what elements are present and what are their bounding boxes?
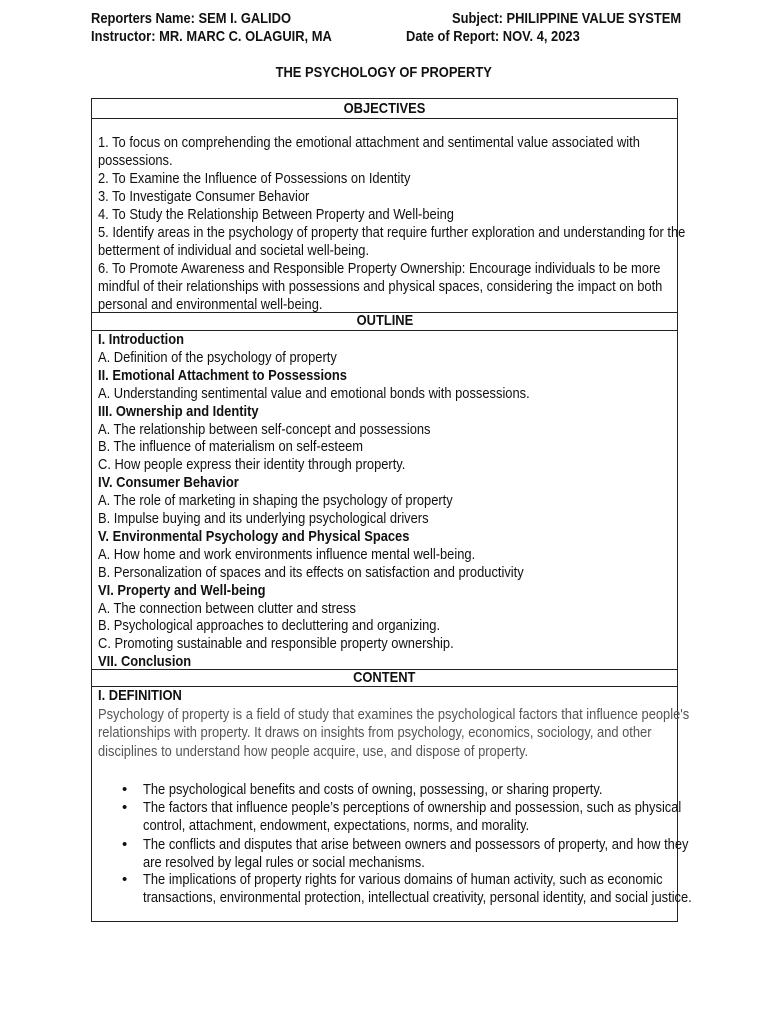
bullet-icon: •	[122, 871, 128, 888]
bullet-icon: •	[122, 799, 128, 816]
objective-line: 1. To focus on comprehending the emotional attachment and sentimental value associated with	[98, 134, 640, 151]
outline-subitem: B. The influence of materialism on self-esteem	[98, 438, 364, 456]
outline-subitem: C. How people express their identity through property.	[98, 456, 406, 474]
outline-heading-item: I. Introduction	[98, 331, 184, 348]
reporter-value: SEM I. GALIDO	[198, 10, 292, 27]
instructor-label: Instructor:	[91, 28, 156, 45]
outline-subitem: B. Personalization of spaces and its effects on satisfaction and productivity	[98, 563, 524, 581]
definition-paragraph-line: Psychology of property is a field of study that examines the psychological factors that influence people's	[98, 706, 690, 723]
reporter-label: Reporters Name:	[91, 10, 195, 27]
outline-heading-item: IV. Consumer Behavior	[98, 474, 239, 492]
outline-heading-item: III. Ownership and Identity	[98, 402, 259, 420]
outline-subitem: A. Definition of the psychology of property	[98, 348, 337, 366]
bullet-item-line: transactions, environmental protection, intellectual creativity, personal identity, and social justice.	[143, 889, 692, 906]
instructor-value: MR. MARC C. OLAGUIR, MA	[159, 28, 332, 45]
bullet-item-line: control, attachment, endowment, expectations, norms, and morality.	[143, 817, 530, 834]
document-title: THE PSYCHOLOGY OF PROPERTY	[275, 64, 493, 81]
objective-line: mindful of their relationships with possessions and physical spaces, considering the impact on both	[98, 278, 663, 295]
content-heading: CONTENT	[92, 669, 677, 687]
objective-line: 5. Identify areas in the psychology of property that require further exploration and understanding for the	[98, 224, 686, 241]
objective-line: possessions.	[98, 152, 173, 169]
bullet-item-line: The conflicts and disputes that arise between owners and possessors of property, and how they	[143, 836, 689, 853]
subject-value: PHILIPPINE VALUE SYSTEM	[506, 10, 682, 27]
outline-heading-item: II. Emotional Attachment to Possessions	[98, 366, 347, 384]
outline-subitem: C. Promoting sustainable and responsible property ownership.	[98, 635, 454, 653]
report-date	[406, 28, 580, 45]
objective-line: 2. To Examine the Influence of Possessions on Identity	[98, 170, 411, 187]
date-value: NOV. 4, 2023	[502, 28, 580, 45]
outline-subitem: A. Understanding sentimental value and emotional bonds with possessions.	[98, 384, 530, 402]
objective-line: personal and environmental well-being.	[98, 296, 323, 313]
outline-subitem: A. The connection between clutter and stress	[98, 599, 356, 617]
date-label: Date of Report:	[406, 28, 500, 45]
bullet-icon: •	[122, 836, 128, 853]
outline-subitem: A. The role of marketing in shaping the psychology of property	[98, 492, 453, 510]
subject	[452, 10, 681, 27]
outline-subitem: A. The relationship between self-concept and possessions	[98, 420, 431, 438]
outline-heading-item: V. Environmental Psychology and Physical Spaces	[98, 527, 410, 545]
content-section-title: I. DEFINITION	[98, 687, 182, 704]
subject-label: Subject:	[452, 10, 503, 27]
reporter-name	[91, 10, 291, 27]
objectives-heading: OBJECTIVES	[92, 99, 677, 119]
objective-line: 4. To Study the Relationship Between Property and Well-being	[98, 206, 454, 223]
objective-line: betterment of individual and societal well-being.	[98, 242, 370, 259]
outline-subitem: A. How home and work environments influence mental well-being.	[98, 545, 476, 563]
objective-line: 3. To Investigate Consumer Behavior	[98, 188, 310, 205]
bullet-item-line: The implications of property rights for various domains of human activity, such as economic	[143, 871, 663, 888]
outline-heading: OUTLINE	[92, 312, 677, 331]
outline-heading-item: VI. Property and Well-being	[98, 581, 266, 599]
bullet-item-line: The factors that influence people’s perceptions of ownership and possession, such as physical	[143, 799, 682, 816]
outline-subitem: B. Impulse buying and its underlying psychological drivers	[98, 510, 429, 527]
report-table	[91, 98, 692, 922]
bullet-item-line: The psychological benefits and costs of owning, possessing, or sharing property.	[143, 781, 603, 798]
instructor-name	[91, 28, 332, 45]
bullet-item-line: are resolved by legal rules or social mechanisms.	[143, 854, 425, 871]
outline-heading-item: VII. Conclusion	[98, 653, 192, 671]
bullet-icon: •	[122, 781, 128, 798]
outline-subitem: B. Psychological approaches to decluttering and organizing.	[98, 617, 441, 635]
definition-paragraph-line: disciplines to understand how people acquire, use, and dispose of property.	[98, 743, 529, 760]
definition-paragraph-line: relationships with property. It draws on insights from psychology, economics, sociology, and other	[98, 724, 652, 741]
objective-line: 6. To Promote Awareness and Responsible Property Ownership: Encourage individuals to be more	[98, 260, 661, 277]
